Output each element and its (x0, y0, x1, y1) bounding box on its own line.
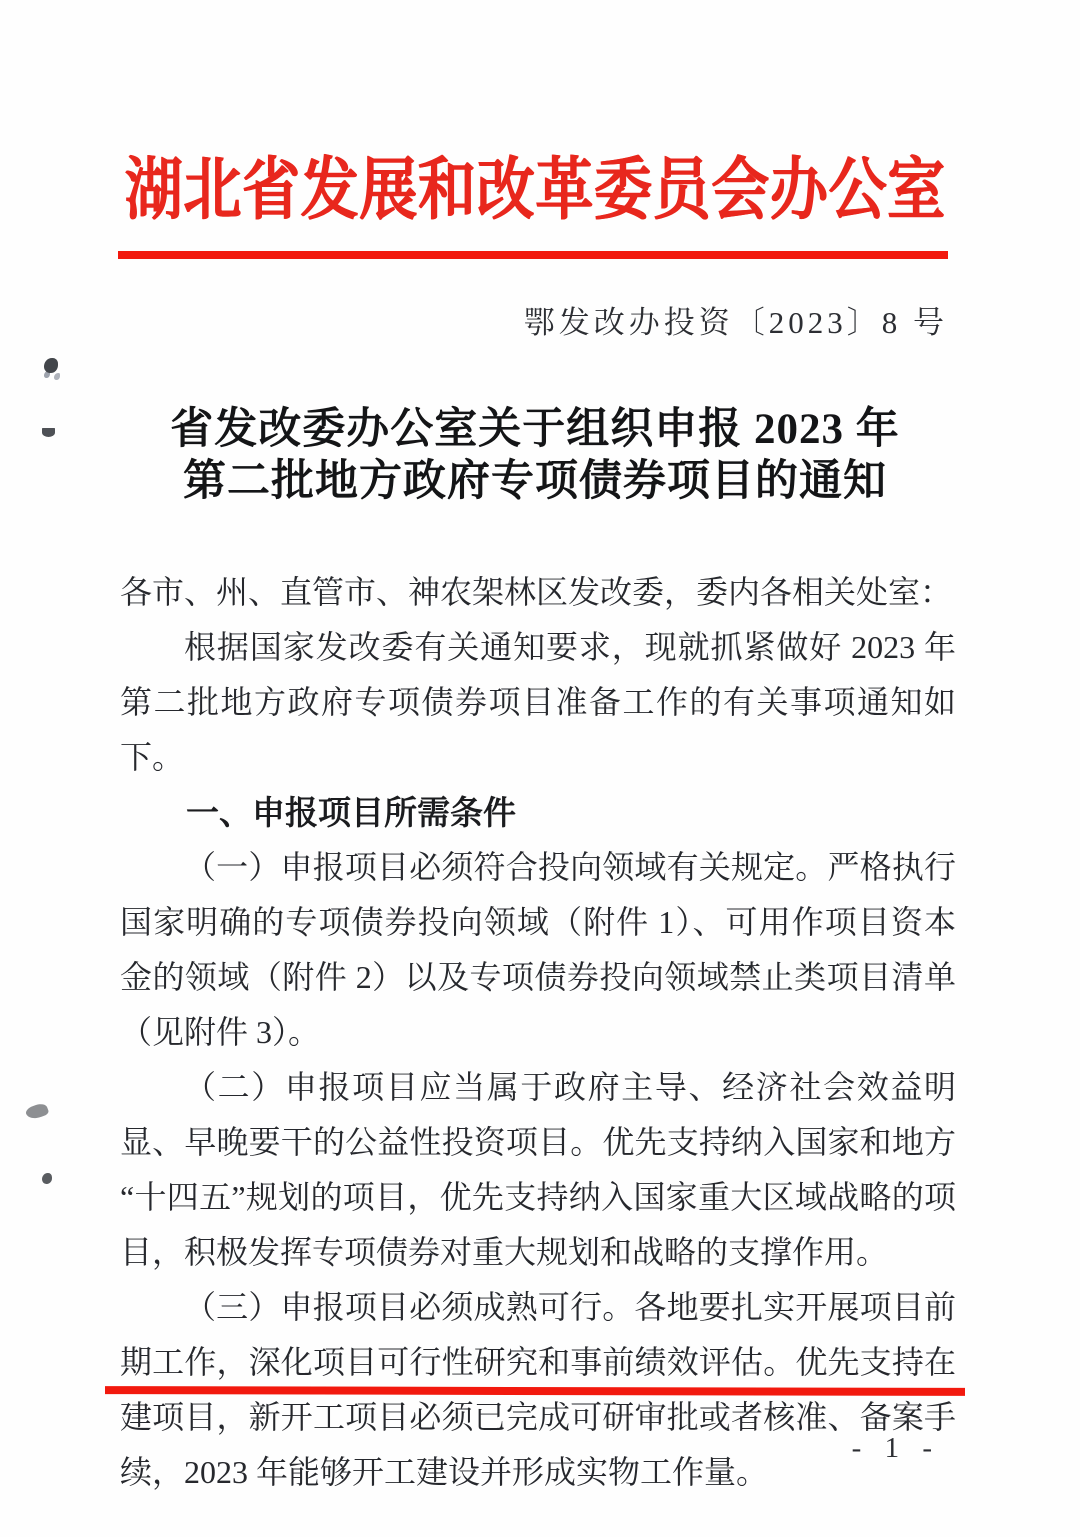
red-letterhead (118, 143, 952, 228)
scan-speck (24, 1102, 49, 1122)
issuing-agency-title: 湖北省发展和改革委员会办公室 (124, 151, 946, 228)
paragraph-salutation: 各市、州、直管市、神农架林区发改委，委内各相关处室： (120, 574, 953, 610)
document-title-line2: 第二批地方政府专项债券项目的通知 (183, 458, 887, 505)
paragraph-body: （二）申报项目应当属于政府主导、经济社会效益明显、早晚要干的公益性投资项目。优先支持纳入国家和地方“十四五”规划的项目，优先支持纳入国家重大区域战略的项目，积极发挥专项债券对重大规划和战略的支撑作用。 (120, 1069, 956, 1270)
document-number: 鄂发改办投资〔2023〕8 号 (523, 305, 948, 340)
paragraph-body: （三）申报项目必须成熟可行。各地要扎实开展项目前期工作，深化项目可行性研究和事前绩效评估。优先支持在建项目，新开工项目必须已完成可研审批或者核准、备案手续，2023 年能够开工建设并形成实物工作量。 (120, 1289, 956, 1490)
document-title (118, 404, 952, 508)
document-title-line1: 省发改委办公室关于组织申报 2023 年 (170, 406, 900, 453)
paragraph-body: 根据国家发改委有关通知要求，现就抓紧做好 2023 年第二批地方政府专项债券项目准备工作的有关事项通知如下。 (120, 629, 956, 775)
scan-speck (44, 358, 58, 373)
red-divider-top (118, 251, 948, 259)
paragraph-body: （一）申报项目必须符合投向领域有关规定。严格执行国家明确的专项债券投向领域（附件 1）、可用作项目资本金的领域（附件 2）以及专项债券投向领域禁止类项目清单（见附件 3）。 (120, 849, 956, 1050)
paragraph-heading: 一、申报项目所需条件 (186, 794, 516, 831)
scan-speck (42, 1173, 52, 1184)
page-number: - 1 - (851, 1432, 940, 1464)
document-body (120, 565, 956, 1500)
scan-speck (42, 428, 55, 437)
